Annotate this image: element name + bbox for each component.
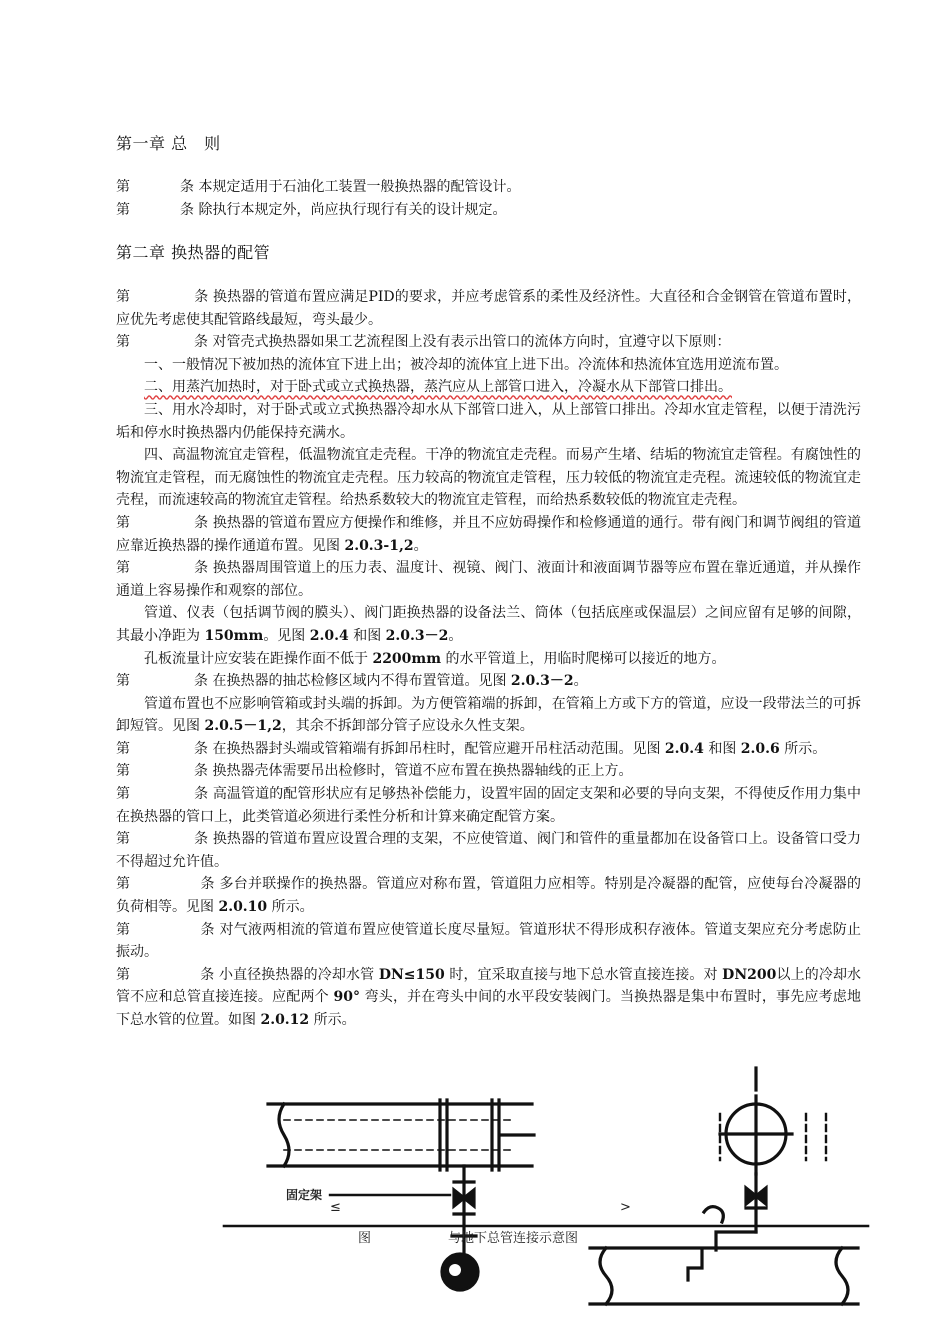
- article-2-0-5: 第 条 在换热器的抽芯检修区域内不得布置管道。见图 2.0.3－2。: [116, 673, 588, 690]
- article-2-0-5-detail: 管道布置也不应影响管箱或封头端的拆卸。为方便管箱端的拆卸，在管箱上方或下方的管道，应设一段带法兰的可拆卸短管。见图 2.0.5－1,2，其余不拆卸部分管子应设永久性支架。: [116, 695, 861, 735]
- right-exchanger-circle: [726, 1104, 786, 1164]
- rule-1: 一、一般情况下被加热的流体宜下进上出；被冷却的流体宜上进下出。冷流体和热流体宜选用逆流布置。: [144, 356, 788, 373]
- article-text: 除执行本规定外，尚应执行现行有关的设计规定。: [198, 202, 507, 218]
- fixed-support-label: 固定架: [286, 1188, 323, 1202]
- left-valve-icon: [454, 1190, 474, 1206]
- article-2: [116, 199, 861, 222]
- rule-3: 三、用水冷却时，对于卧式或立式换热器冷却水从下部管口进入，从上部管口排出。冷却水宜走管程，以便于清洗污垢和停水时换热器内仍能保持充满水。: [116, 401, 861, 441]
- chapter-2-body: [116, 286, 861, 1032]
- right-down-pipe: [688, 1250, 702, 1280]
- article-text: 本规定适用于石油化工装置一般换热器的配管设计。: [198, 179, 521, 195]
- rule-2: 二、用蒸汽加热时，对于卧式或立式换热器，蒸汽应从上部管口进入，冷凝水从下部管口排出。: [144, 379, 732, 396]
- article-2-0-12: 第 条 小直径换热器的冷却水管 DN≤150 时，宜采取直接与地下总水管直接连接。对 DN200以上的冷却水管不应和总管直接连接。应配两个 90° 弯头，并在弯头中间的水平段安装阀门。当换热器是集中布置时，事先应考虑地下总水管的位置。如图 2.0.12 所示。: [116, 966, 862, 1028]
- article-2-0-7: 第 条 换热器壳体需要吊出检修时，管道不应布置在换热器轴线的正上方。: [116, 763, 633, 780]
- article-2-0-6: 第 条 在换热器封头端或管箱端有拆卸吊柱时，配管应避开吊柱活动范围。见图 2.0.4 和图 2.0.6 所示。: [116, 740, 827, 757]
- article-2-0-4-clearance: 管道、仪表（包括调节阀的膜头）、阀门距换热器的设备法兰、筒体（包括底座或保温层）之间应留有足够的间隙，其最小净距为 150mm。见图 2.0.4 和图 2.0.3－2。: [116, 605, 861, 644]
- article-2-0-10: 第 条 多台并联操作的换热器。管道应对称布置，管道阻力应相等。特别是冷凝器的配管，应使每台冷凝器的负荷相等。见图 2.0.10 所示。: [116, 876, 862, 916]
- right-valve-icon: [746, 1188, 766, 1204]
- caption-left-bracket: ≤: [330, 1200, 341, 1215]
- right-elbow-curve: [704, 1207, 723, 1222]
- article-2-0-4: 第 条 换热器周围管道上的压力表、温度计、视镜、阀门、液面计和液面调节器等应布置在靠近通道，并从操作通道上容易操作和观察的部位。: [116, 560, 862, 599]
- article-suffix: 条: [180, 179, 194, 195]
- caption-right-bracket: >: [620, 1200, 631, 1215]
- article-2-0-2: 第 条 对管壳式换热器如果工艺流程图上没有表示出管口的流体方向时，宜遵守以下原则：: [116, 334, 731, 351]
- header-break-right: [836, 1248, 848, 1304]
- article-prefix: 第: [116, 202, 130, 218]
- chapter-2-title: 第二章 换热器的配管: [116, 243, 271, 262]
- rule-4: 四、高温物流宜走管程，低温物流宜走壳程。干净的物流宜走壳程。而易产生堵、结垢的物流宜走管程。有腐蚀性的物流宜走管程，而无腐蚀性的物流宜走壳程。压力较高的物流宜走管程，压力较低的物流宜走壳程。流速较低的物流宜走壳程，而流速较高的物流宜走管程。给热系数较大的物流宜走管程，而给热系数较低的物流宜走壳程。: [116, 447, 861, 509]
- article-2-0-1: 第 条 换热器的管道布置应满足PID的要求，并应考虑管系的柔性及经济性。大直径和合金钢管在管道布置时，应优先考虑使其配管路线最短，弯头最少。: [116, 289, 862, 328]
- article-2-0-9: 第 条 换热器的管道布置应设置合理的支架，不应使管道、阀门和管件的重量都加在设备管口上。设备管口受力不得超过允许值。: [116, 831, 862, 870]
- article-suffix: 条: [180, 202, 194, 218]
- article-2-0-8: 第 条 高温管道的配管形状应有足够热补偿能力，设置牢固的固定支架和必要的导向支架，不得使反作用力集中在换热器的管口上，此类管道必须进行柔性分析和计算来确定配管方案。: [116, 786, 862, 825]
- chapter-1-title: 第一章 总 则: [116, 134, 221, 153]
- caption-figure-label: 图: [358, 1231, 372, 1246]
- article-2-0-11: 第 条 对气液两相流的管道布置应使管道长度尽量短。管道形状不得形成积存液体。管道支架应充分考虑防止振动。: [116, 921, 862, 961]
- figure-caption: 与地下总管连接示意图: [448, 1231, 579, 1246]
- article-1: [116, 176, 861, 199]
- right-elbow-pipe: [716, 1232, 756, 1250]
- article-2-0-3: 第 条 换热器的管道布置应方便操作和维修，并且不应妨碍操作和检修通道的通行。带有阀门和调节阀组的管道应靠近换热器的操作通道布置。见图 2.0.3-1,2。: [116, 514, 862, 554]
- left-exchanger-break: [279, 1104, 289, 1166]
- header-break-left: [600, 1248, 612, 1304]
- article-2-0-4-orifice: 孔板流量计应安装在距操作面不低于 2200mm 的水平管道上，用临时爬梯可以接近的地方。: [144, 650, 726, 667]
- left-main-pipe-section: [442, 1254, 478, 1290]
- article-prefix: 第: [116, 179, 130, 195]
